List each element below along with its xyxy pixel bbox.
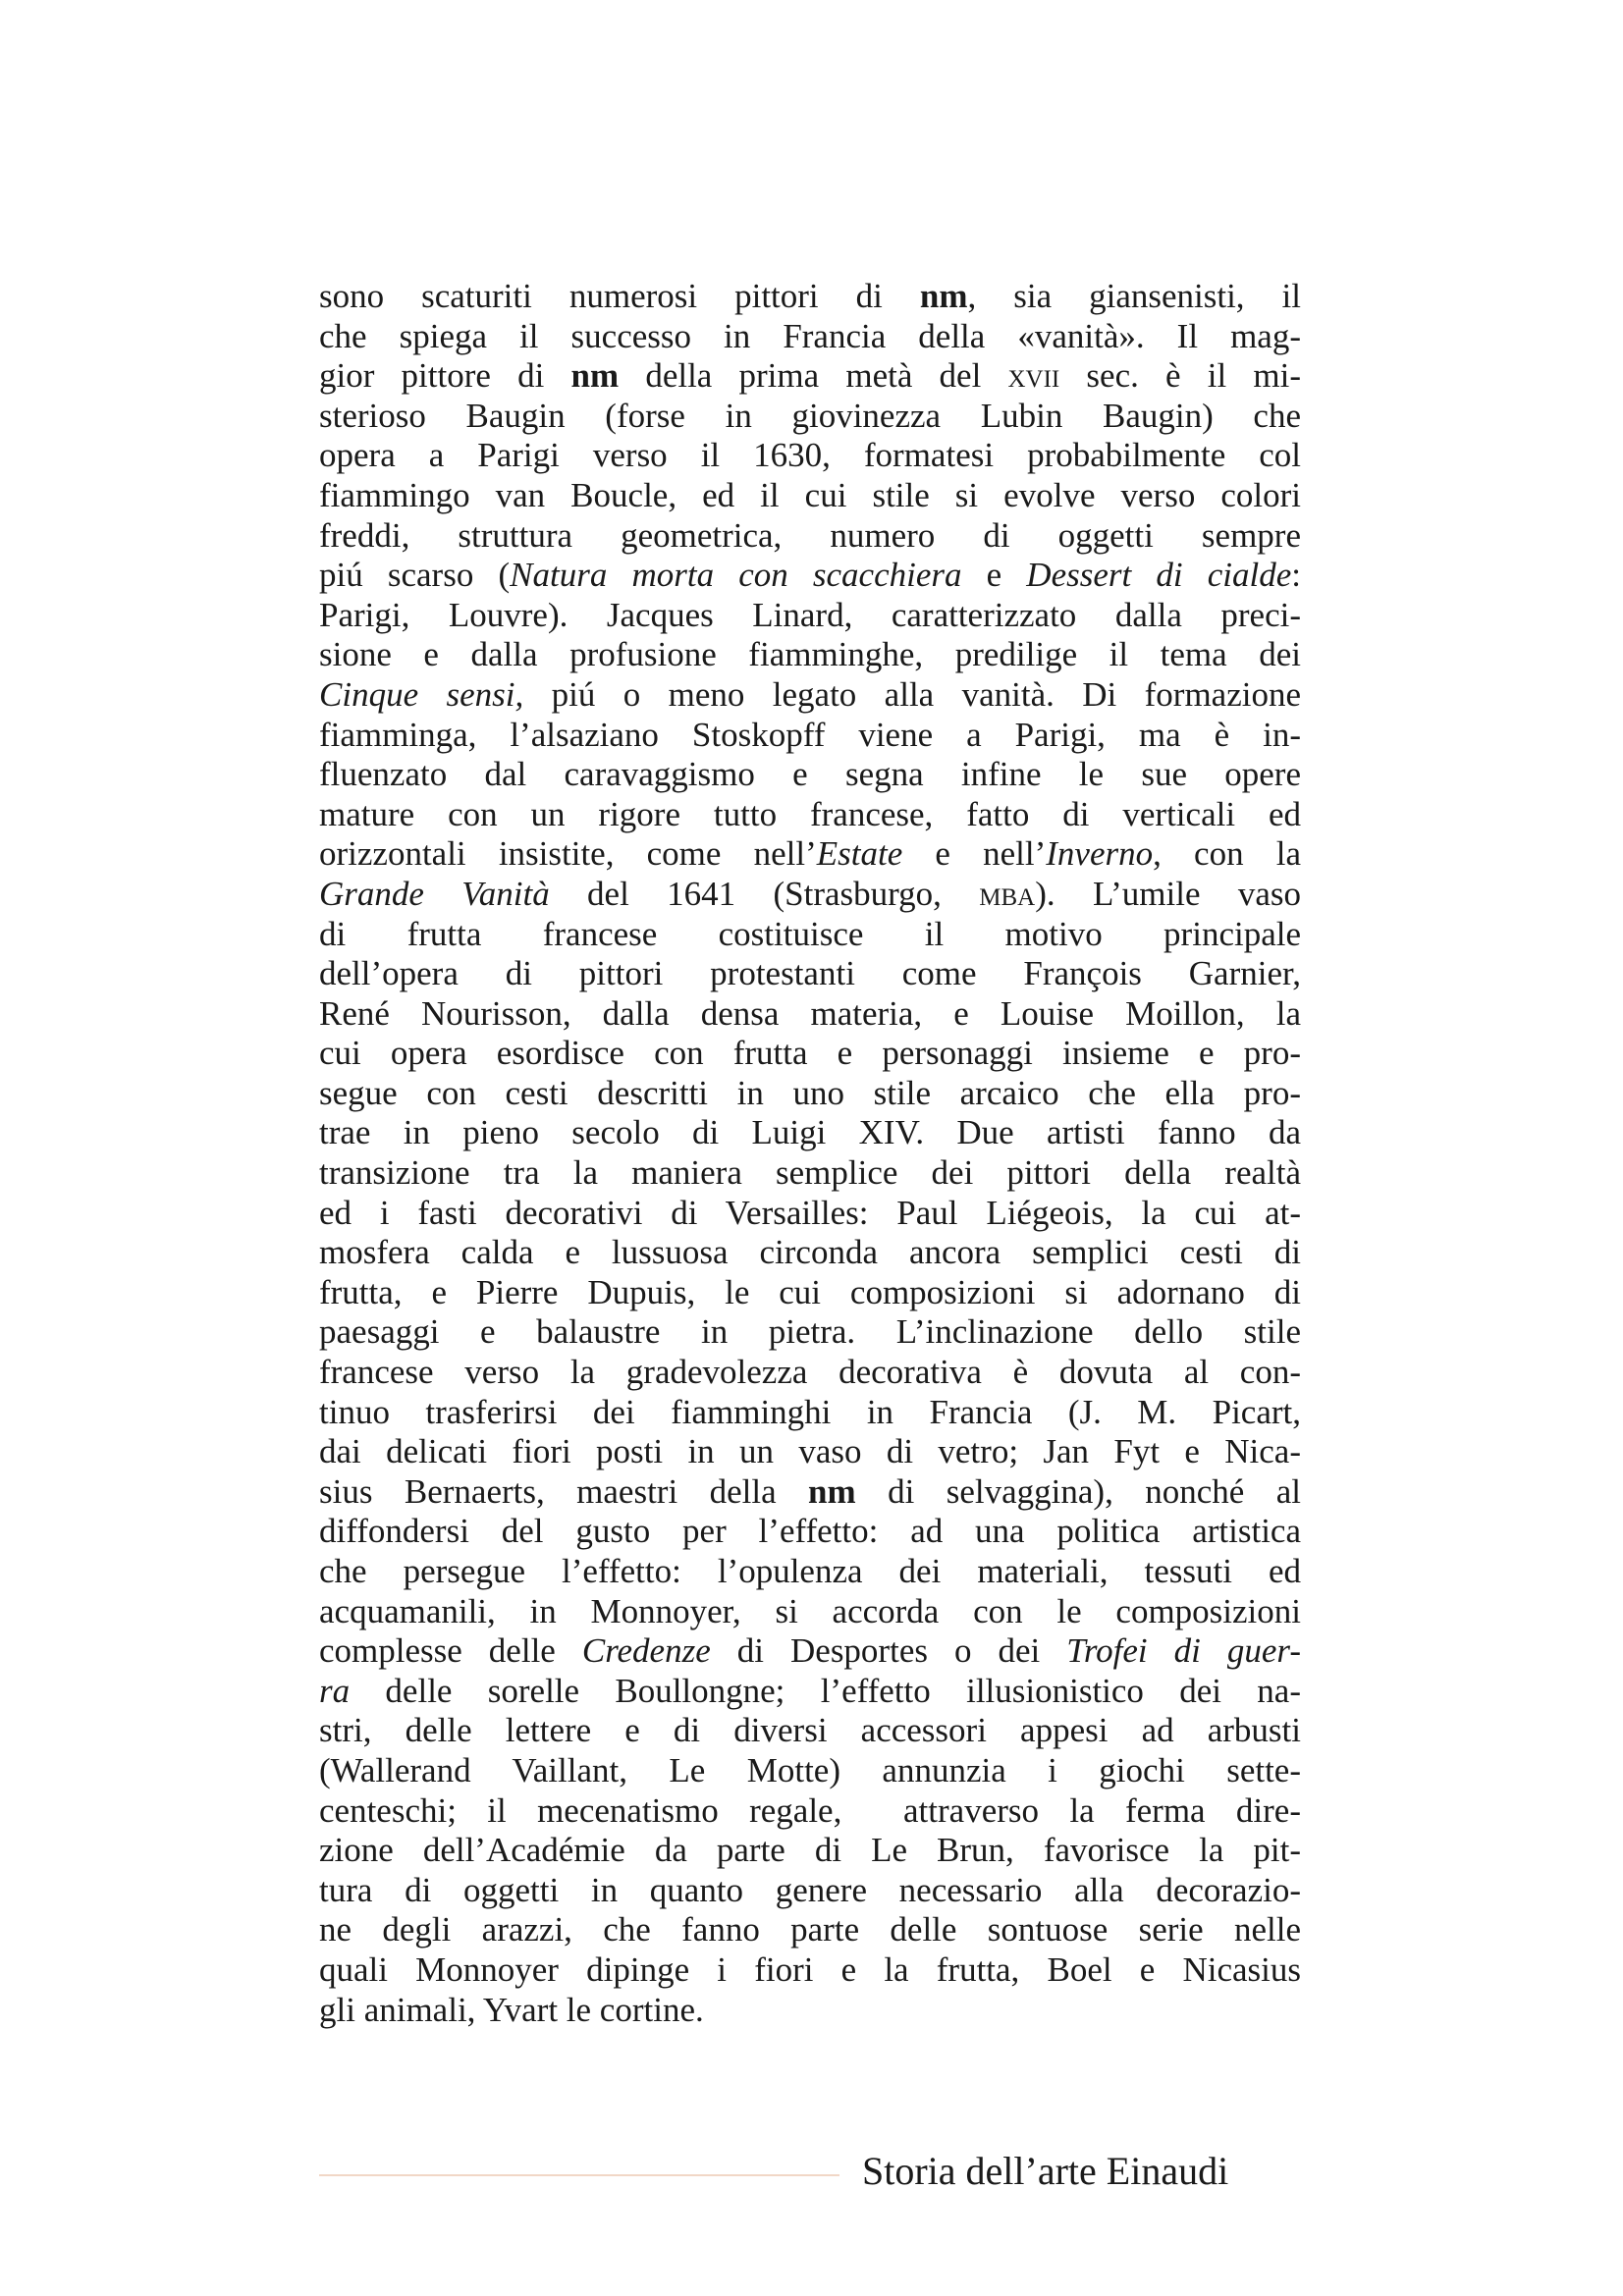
text-run: René Nourisson, dalla densa materia, e Louise Moillon, la (319, 993, 1301, 1033)
text-run: fiamminga, l’alsaziano Stoskopff viene a Parigi, ma è in- (319, 715, 1301, 754)
text-line (319, 1393, 1301, 1433)
text-run: che spiega il successo in Francia della «vanità». Il mag- (319, 316, 1301, 355)
text-run: di selvaggina), nonché al (855, 1471, 1301, 1511)
text-run: di Desportes o dei (710, 1631, 1067, 1671)
text-run: Parigi, Louvre). Jacques Linard, caratterizzato dalla preci- (319, 595, 1301, 634)
text-run: nm (570, 356, 620, 396)
text-line (319, 1672, 1301, 1712)
text-line (319, 1472, 1301, 1513)
text-run: cui opera esordisce con frutta e personaggi insieme e pro- (319, 1034, 1301, 1073)
text-run: Cinque sensi, (319, 674, 524, 714)
text-line (319, 1512, 1301, 1552)
text-run: : (1291, 556, 1301, 595)
text-line (319, 1751, 1301, 1791)
text-run: e nell’ (902, 834, 1047, 874)
text-line (319, 875, 1301, 915)
text-line (319, 1871, 1301, 1911)
text-line (319, 1312, 1301, 1353)
text-line (319, 675, 1301, 716)
text-run: diffondersi del gusto per l’effetto: ad una politica artistica (319, 1512, 1301, 1551)
text-line (319, 1791, 1301, 1832)
text-run: fiammingo van Boucle, ed il cui stile si evolve verso colori (319, 475, 1301, 514)
text-run: acquamanili, in Monnoyer, si accorda con le composizioni (319, 1591, 1301, 1630)
text-run: piú o meno legato alla vanità. Di formazione (523, 674, 1301, 714)
text-run: Grande Vanità (319, 874, 550, 913)
text-run: Estate (816, 834, 903, 874)
text-run: Inverno (1046, 834, 1154, 874)
text-run: di frutta francese costituisce il motivo principale (319, 914, 1301, 953)
text-line (319, 954, 1301, 994)
text-line (319, 1034, 1301, 1074)
text-run: frutta, e Pierre Dupuis, le cui composizioni si adornano di (319, 1272, 1301, 1311)
text-run: che persegue l’effetto: l’opulenza dei materiali, tessuti ed (319, 1552, 1301, 1590)
text-line (319, 635, 1301, 675)
text-run: complesse delle (319, 1631, 582, 1671)
text-run: nm (919, 277, 968, 315)
text-run: xvii (1007, 356, 1060, 396)
text-run: zione dell’Académie da parte di Le Brun, favorisce la pit- (319, 1831, 1301, 1870)
text-run: sec. è il mi- (1059, 356, 1302, 396)
text-line (319, 834, 1301, 875)
text-run: quali Monnoyer dipinge i fiori e la frutta, Boel e Nicasius (319, 1949, 1301, 1989)
text-run: e (961, 556, 1027, 595)
text-run: mature con un rigore tutto francese, fatto di verticali ed (319, 794, 1301, 833)
text-run: (Wallerand Vaillant, Le Motte) annunzia i giochi sette- (319, 1750, 1301, 1789)
text-run: Natura morta con scacchiera (510, 556, 962, 595)
text-run: delle sorelle Boullongne; l’effetto illusionistico dei na- (350, 1671, 1301, 1710)
text-run: ed i fasti decorativi di Versailles: Paul Liégeois, la cui at- (319, 1193, 1301, 1232)
text-line (319, 476, 1301, 516)
footer-title: Storia dell’arte Einaudi (862, 2149, 1229, 2193)
text-line (319, 795, 1301, 835)
text-run: ). L’umile vaso (1035, 874, 1301, 913)
text-run: Trofei di guer- (1066, 1631, 1301, 1671)
text-line (319, 317, 1301, 357)
text-line (319, 1074, 1301, 1114)
text-run: , con la (1153, 834, 1301, 874)
text-run: tura di oggetti in quanto genere necessario alla decorazio- (319, 1870, 1301, 1909)
text-line (319, 397, 1301, 437)
text-line (319, 1353, 1301, 1393)
text-line (319, 1991, 1301, 2031)
text-line (319, 356, 1301, 397)
text-run: della prima metà del (619, 356, 1008, 396)
text-run: centeschi; il mecenatismo regale, attraverso la ferma dire- (319, 1790, 1301, 1830)
text-run: segue con cesti descritti in uno stile arcaico che ella pro- (319, 1073, 1301, 1112)
text-line (319, 1113, 1301, 1153)
text-run: Dessert di cialde (1026, 556, 1292, 595)
footer-divider (319, 2174, 839, 2176)
text-line (319, 1273, 1301, 1313)
text-run: stri, delle lettere e di diversi accessori appesi ad arbusti (319, 1711, 1301, 1750)
text-run: fluenzato dal caravaggismo e segna infine le sue opere (319, 755, 1301, 794)
text-run: nm (808, 1471, 856, 1511)
text-run: opera a Parigi verso il 1630, formatesi probabilmente col (319, 436, 1301, 475)
text-run: orizzontali insistite, come nell’ (319, 834, 817, 874)
text-run: freddi, struttura geometrica, numero di oggetti sempre (319, 515, 1301, 555)
body-text (319, 277, 1301, 2030)
text-line (319, 915, 1301, 955)
text-run: gli animali, Yvart le cortine. (319, 1990, 704, 2029)
text-line (319, 1910, 1301, 1950)
text-run: paesaggi e balaustre in pietra. L’inclinazione dello stile (319, 1312, 1301, 1352)
text-line (319, 755, 1301, 795)
text-run: ra (319, 1671, 351, 1710)
text-line (319, 994, 1301, 1035)
text-run: dai delicati fiori posti in un vaso di vetro; Jan Fyt e Nica- (319, 1432, 1301, 1471)
text-line (319, 556, 1301, 596)
text-run: sterioso Baugin (forse in giovinezza Lubin Baugin) che (319, 396, 1301, 435)
text-line (319, 1194, 1301, 1234)
text-line (319, 716, 1301, 756)
text-run: mba (979, 874, 1036, 913)
text-line (319, 1153, 1301, 1194)
text-run: gior pittore di (319, 356, 571, 396)
text-run: ne degli arazzi, che fanno parte delle sontuose serie nelle (319, 1910, 1301, 1949)
text-run: francese verso la gradevolezza decorativa è dovuta al con- (319, 1353, 1301, 1392)
text-run: sius Bernaerts, maestri della (319, 1471, 809, 1511)
text-line (319, 1552, 1301, 1592)
text-run: sione e dalla profusione fiamminghe, predilige il tema dei (319, 635, 1301, 674)
text-run: , sia giansenisti, il (967, 277, 1301, 315)
text-line (319, 436, 1301, 476)
text-run: piú scarso ( (319, 556, 511, 595)
text-run: sono scaturiti numerosi pittori di (319, 277, 920, 315)
text-line (319, 516, 1301, 557)
text-run: dell’opera di pittori protestanti come François Garnier, (319, 954, 1301, 993)
text-run: Credenze (581, 1631, 711, 1671)
text-run: trae in pieno secolo di Luigi XIV. Due artisti fanno da (319, 1113, 1301, 1152)
text-line (319, 1432, 1301, 1472)
text-line (319, 1592, 1301, 1632)
text-line (319, 1233, 1301, 1273)
text-run: mosfera calda e lussuosa circonda ancora semplici cesti di (319, 1233, 1301, 1272)
text-line (319, 1711, 1301, 1751)
text-run: del 1641 (Strasburgo, (549, 874, 980, 913)
text-line (319, 1950, 1301, 1991)
text-run: transizione tra la maniera semplice dei pittori della realtà (319, 1153, 1301, 1193)
text-run: tinuo trasferirsi dei fiamminghi in Francia (J. M. Picart, (319, 1392, 1301, 1431)
text-line (319, 596, 1301, 636)
text-line (319, 1631, 1301, 1672)
text-line (319, 277, 1301, 317)
text-line (319, 1831, 1301, 1871)
